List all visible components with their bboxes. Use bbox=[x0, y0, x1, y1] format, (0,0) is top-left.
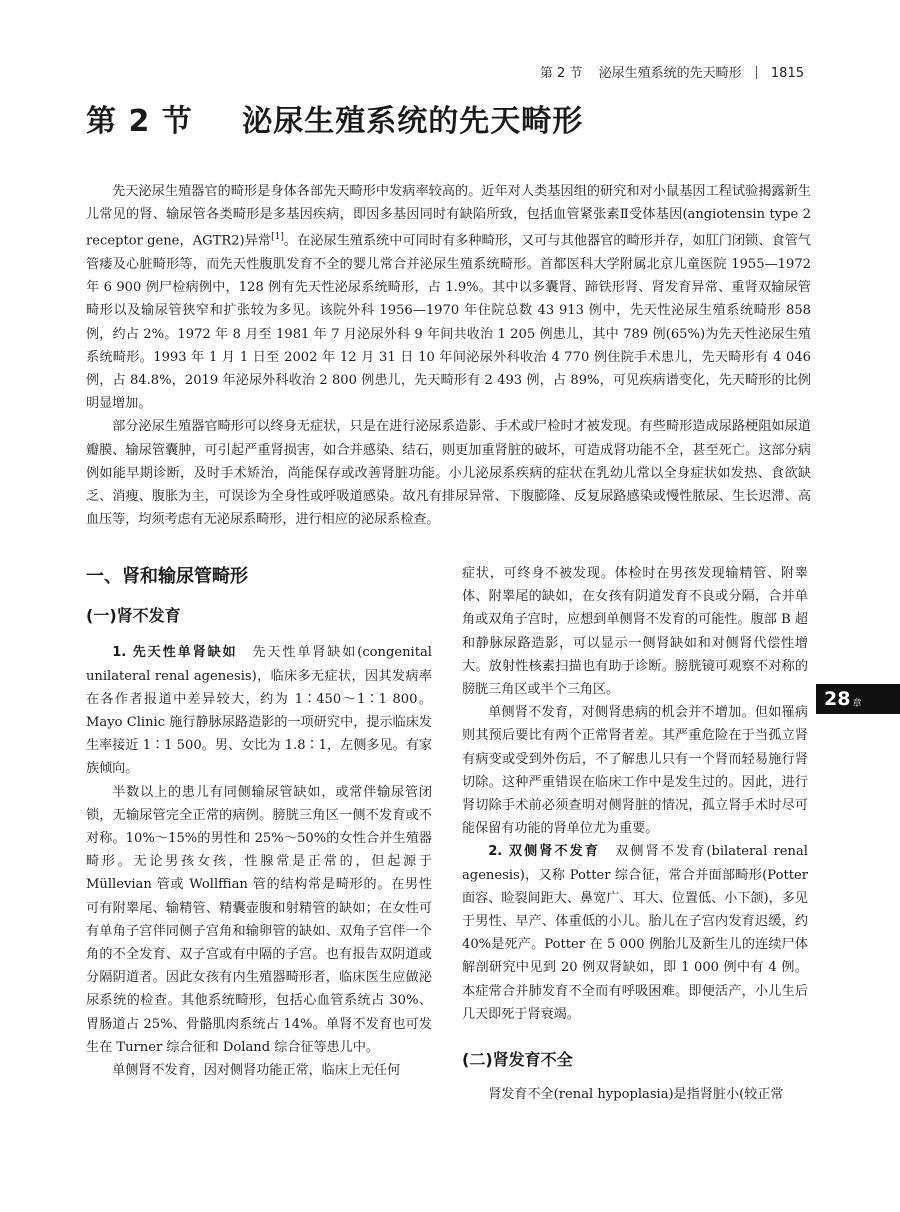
section-title bbox=[86, 96, 583, 140]
heading-kidney-ureter: 一、肾和输尿管畸形 bbox=[86, 566, 248, 587]
paragraph: 半数以上的患儿有同侧输尿管缺如，或常伴输尿管闭锁，无输尿管完全正常的病例。膀胱三角区一侧不发育或不对称。10%～15%的男性和 25%～50%的女性合并生殖器畸形。无论男孩女孩，性腺常是正常的，但起源于 Müllevian 管或 Wollffian 管的结构常是畸形的。在男性可有附睾尾、输精管、精囊壶腹和射精管的缺如；在女性可有单角子宫伴同侧子宫角和输卵管的缺如、双角子宫伴一个角的不全发育、双子宫或有中隔的子宫。也有报告双阴道或分隔阴道者。因此女孩有内生殖器畸形者，临床医生应做泌尿系统的检查。其他系统畸形，包括心血管系统占 30%、胃肠道占 25%、骨骼肌肉系统占 14%。单肾不发育也可发生在 Turner 综合征和 Doland 综合征等患儿中。 bbox=[86, 784, 432, 1055]
paragraph: 单侧肾不发育，因对侧肾功能正常，临床上无任何 bbox=[112, 1063, 401, 1079]
page-number: 1815 bbox=[770, 66, 804, 81]
header-divider bbox=[756, 66, 757, 79]
running-header bbox=[540, 62, 804, 81]
chapter-tab-number: 28 bbox=[824, 688, 851, 710]
left-column bbox=[86, 562, 432, 1082]
intro-paragraph bbox=[86, 180, 811, 415]
intro-text bbox=[86, 180, 811, 531]
subheading-renal-hypoplasia: (二)肾发育不全 bbox=[462, 1050, 573, 1070]
section-number: 第 2 节 bbox=[86, 104, 193, 139]
subheading-renal-agenesis: (一)肾不发育 bbox=[86, 606, 181, 626]
citation-ref: [1] bbox=[271, 232, 284, 243]
paragraph bbox=[86, 641, 432, 780]
intro-paragraph-text-cont: 。在泌尿生殖系统中可同时有多种畸形，又可与其他器官的畸形并存，如肛门闭锁、食管气管瘘及心脏畸形等，而先天性腹肌发育不全的婴儿常合并泌尿生殖系统畸形。首都医科大学附属北京儿童医院 1955—1972 年 6 900 例尸检病例中，128 例有先天性泌尿系统畸形，占 1.9%。其中以多囊肾、蹄铁形肾、肾发育异常、重肾双输尿管畸形以及输尿管狭窄和扩张较为多见。该院外科 1956—1970 年住院总数 43 913 例中，先天性泌尿生殖系统畸形 858 例，约占 2%。1972 年 8 月至 1981 年 7 月泌尿外科 9 年间共收治 1 205 例患儿，其中 789 例(65%)为先天性泌尿生殖系统畸形。1993 年 1 月 1 日至 2002 年 12 月 31 日 10 年间泌尿外科收治 4 770 例住院手术患儿，先天畸形有 4 046 例，占 84.8%，2019 年泌尿外科收治 2 800 例患儿，先天畸形有 2 493 例，占 89%，可见疾病谱变化，先天畸形的比例明显增加。 bbox=[86, 233, 811, 412]
paragraph-label: 2. 双侧肾不发育 bbox=[488, 844, 601, 860]
paragraph bbox=[462, 840, 808, 1026]
running-header-section: 第 2 节 bbox=[539, 66, 583, 81]
paragraph: 单侧肾不发育，对侧肾患病的机会并不增加。但如罹病则其预后要比有两个正常肾者差。其严重危险在于当孤立肾有病变或受到外伤后，不了解患儿只有一个肾而轻易施行肾切除。这种严重错误在临床工作中是发生过的。因此，进行肾切除手术前必须查明对侧肾脏的情况，孤立肾手术时尽可能保留有功能的肾单位尤为重要。 bbox=[462, 705, 808, 837]
paragraph: 肾发育不全(renal hypoplasia)是指肾脏小(较正常 bbox=[488, 1087, 784, 1103]
chapter-tab bbox=[816, 684, 900, 714]
intro-paragraph-text: 先天泌尿生殖器官的畸形是身体各部先天畸形中发病率较高的。近年对人类基因组的研究和对小鼠基因工程试验揭露新生儿常见的肾、输尿管各类畸形是多基因疾病，即因多基因同时有缺陷所致，包括血管紧张素Ⅱ受体基因(angiotensin type 2 receptor gene，AGTR2)异常 bbox=[86, 184, 811, 249]
chapter-tab-suffix: 章 bbox=[852, 698, 862, 709]
intro-paragraph: 部分泌尿生殖器官畸形可以终身无症状，只是在进行泌尿系造影、手术或尸检时才被发现。有些畸形造成尿路梗阻如尿道瓣膜、输尿管囊肿，可引起严重肾损害，如合并感染、结石，则更加重肾脏的破坏，可造成肾功能不全，甚至死亡。这部分病例如能早期诊断，及时手术矫治，尚能保存或改善肾脏功能。小儿泌尿系疾病的症状在乳幼儿常以全身症状如发热、食欲缺乏、消瘦、腹胀为主，可误诊为全身性或呼吸道感染。故凡有排尿异常、下腹膨隆、反复尿路感染或慢性脓尿、生长迟滞、高血压等，均须考虑有无泌尿系畸形，进行相应的泌尿系检查。 bbox=[86, 419, 811, 528]
paragraph: 症状，可终身不被发现。体检时在男孩发现输精管、附睾体、附睾尾的缺如，在女孩有阴道发育不良或分隔，合并单角或双角子宫时，应想到单侧肾不发育的可能性。腹部 B 超和静脉尿路造影，可以显示一侧肾缺如和对侧肾代偿性增大。放射性核素扫描也有助于诊断。膀胱镜可观察不对称的膀胱三角区或半个三角区。 bbox=[462, 566, 808, 698]
section-title-text: 泌尿生殖系统的先天畸形 bbox=[242, 104, 584, 139]
running-header-title: 泌尿生殖系统的先天畸形 bbox=[598, 66, 742, 81]
paragraph-label: 1. 先天性单肾缺如 bbox=[112, 645, 238, 661]
paragraph-text: 先天性单肾缺如(congenital unilateral renal agenesis)，临床多无症状，因其发病率在各作者报道中差异较大，约为 1∶450～1∶1 800。Mayo Clinic 施行静脉尿路造影的一项研究中，提示临床发生率接近 1∶1 500。男、女比为 1.8∶1，左侧多见。有家族倾向。 bbox=[86, 645, 432, 777]
paragraph-text: 双侧肾不发育(bilateral renal agenesis)，又称 Potter 综合征，常合并面部畸形(Potter 面容、睑裂间距大、鼻宽广、耳大、位置低、小下颌)，多见于男性、早产、体重低的小儿。胎儿在子宫内发育迟缓，约 40%是死产。Potter 在 5 000 例胎儿及新生儿的连续尸体解剖研究中见到 20 例双肾缺如，即 1 000 例中有 4 例。本症常合并肺发育不全而有呼吸困难。即便活产，小儿生后几天即死于肾衰竭。 bbox=[462, 844, 808, 1022]
right-column bbox=[462, 562, 808, 1106]
